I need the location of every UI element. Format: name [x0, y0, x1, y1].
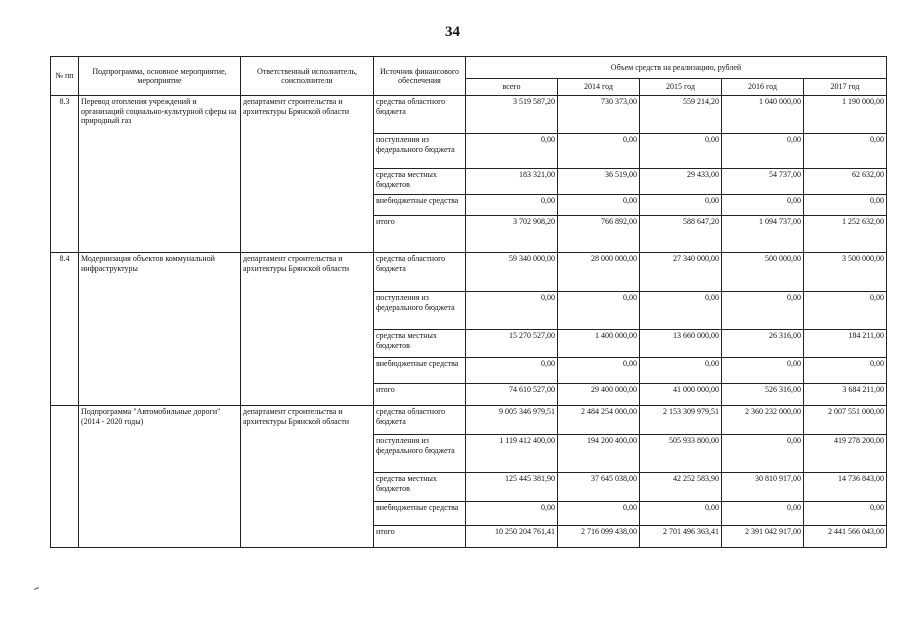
header-year-2014: 2014 год	[558, 79, 640, 96]
amount-2016: 0,00	[722, 292, 804, 330]
amount-2014: 0,00	[558, 502, 640, 526]
header-source: Источник финансового обеспечения	[374, 57, 466, 96]
total-label: итого	[374, 526, 466, 548]
amount-2017: 2 007 551 000,00	[804, 406, 887, 435]
amount-2015: 2 701 496 363,41	[640, 526, 722, 548]
amount-2014: 37 645 038,00	[558, 473, 640, 502]
funding-source: внебюджетные средства	[374, 358, 466, 384]
amount-2015: 42 252 583,90	[640, 473, 722, 502]
header-year-total: всего	[466, 79, 558, 96]
amount-2015: 0,00	[640, 358, 722, 384]
program-name: Модернизация объектов коммунальной инфраструктуры	[79, 253, 241, 406]
amount-total: 0,00	[466, 292, 558, 330]
header-num: № пп	[51, 57, 79, 96]
amount-2016: 0,00	[722, 358, 804, 384]
funding-source: внебюджетные средства	[374, 502, 466, 526]
funding-source: средства областного бюджета	[374, 253, 466, 292]
amount-2017: 14 736 843,00	[804, 473, 887, 502]
funding-source: поступления из федерального бюджета	[374, 435, 466, 473]
amount-2014: 2 716 099 438,00	[558, 526, 640, 548]
table-body	[51, 96, 887, 548]
executor-name: департамент строительства и архитектуры Брянской области	[241, 253, 374, 406]
amount-2014: 1 400 000,00	[558, 330, 640, 358]
amount-2017: 0,00	[804, 358, 887, 384]
amount-2014: 29 400 000,00	[558, 384, 640, 406]
funding-source: средства местных бюджетов	[374, 330, 466, 358]
amount-total: 0,00	[466, 502, 558, 526]
amount-2016: 500 000,00	[722, 253, 804, 292]
amount-2015: 0,00	[640, 292, 722, 330]
header-year-2015: 2015 год	[640, 79, 722, 96]
amount-2014: 36 519,00	[558, 169, 640, 195]
table-row	[51, 253, 887, 292]
item-number: 8.3	[51, 96, 79, 253]
amount-total: 3 702 908,20	[466, 216, 558, 253]
funding-source: внебюджетные средства	[374, 195, 466, 216]
amount-2014: 0,00	[558, 358, 640, 384]
amount-2014: 0,00	[558, 292, 640, 330]
amount-2015: 2 153 309 979,51	[640, 406, 722, 435]
amount-2014: 766 892,00	[558, 216, 640, 253]
amount-2016: 0,00	[722, 435, 804, 473]
amount-2016: 1 094 737,00	[722, 216, 804, 253]
amount-total: 0,00	[466, 195, 558, 216]
amount-2014: 28 000 000,00	[558, 253, 640, 292]
amount-2016: 526 316,00	[722, 384, 804, 406]
amount-total: 125 445 381,90	[466, 473, 558, 502]
budget-table	[50, 56, 887, 548]
funding-source: средства областного бюджета	[374, 96, 466, 134]
amount-2014: 194 200 400,00	[558, 435, 640, 473]
amount-total: 1 119 412 400,00	[466, 435, 558, 473]
amount-2015: 29 433,00	[640, 169, 722, 195]
header-year-2016: 2016 год	[722, 79, 804, 96]
funding-source: средства областного бюджета	[374, 406, 466, 435]
amount-2017: 184 211,00	[804, 330, 887, 358]
amount-2017: 2 441 566 043,00	[804, 526, 887, 548]
header-year-2017: 2017 год	[804, 79, 887, 96]
amount-2015: 0,00	[640, 195, 722, 216]
program-name: Перевод отопления учреждений и организаций социально-культурной сферы на природный газ	[79, 96, 241, 253]
amount-2016: 0,00	[722, 134, 804, 169]
funding-source: средства местных бюджетов	[374, 473, 466, 502]
amount-2017: 0,00	[804, 195, 887, 216]
amount-2015: 0,00	[640, 134, 722, 169]
amount-2016: 0,00	[722, 195, 804, 216]
amount-total: 9 005 346 979,51	[466, 406, 558, 435]
amount-2015: 27 340 000,00	[640, 253, 722, 292]
amount-total: 74 610 527,00	[466, 384, 558, 406]
amount-total: 183 321,00	[466, 169, 558, 195]
amount-total: 59 340 000,00	[466, 253, 558, 292]
amount-2017: 1 190 000,00	[804, 96, 887, 134]
amount-total: 10 250 204 761,41	[466, 526, 558, 548]
amount-2016: 30 810 917,00	[722, 473, 804, 502]
amount-total: 15 270 527,00	[466, 330, 558, 358]
amount-2015: 559 214,20	[640, 96, 722, 134]
header-executor: Ответственный исполнитель, соисполнители	[241, 57, 374, 96]
amount-2017: 1 252 632,00	[804, 216, 887, 253]
amount-2017: 0,00	[804, 292, 887, 330]
program-name: Подпрограмма "Автомобильные дороги" (2014 - 2020 годы)	[79, 406, 241, 548]
amount-2014: 0,00	[558, 195, 640, 216]
amount-2015: 588 647,20	[640, 216, 722, 253]
amount-2016: 0,00	[722, 502, 804, 526]
amount-2017: 3 500 000,00	[804, 253, 887, 292]
amount-2017: 3 684 211,00	[804, 384, 887, 406]
header-program: Подпрограмма, основное мероприятие, мероприятие	[79, 57, 241, 96]
total-label: итого	[374, 216, 466, 253]
page-number: 34	[445, 24, 460, 40]
funding-source: поступления из федерального бюджета	[374, 292, 466, 330]
amount-2014: 730 373,00	[558, 96, 640, 134]
funding-source: поступления из федерального бюджета	[374, 134, 466, 169]
amount-2015: 0,00	[640, 502, 722, 526]
amount-2014: 2 484 254 000,00	[558, 406, 640, 435]
executor-name: департамент строительства и архитектуры Брянской области	[241, 96, 374, 253]
amount-total: 3 519 587,20	[466, 96, 558, 134]
table-row	[51, 406, 887, 435]
stray-mark	[34, 587, 39, 590]
amount-total: 0,00	[466, 358, 558, 384]
amount-2015: 505 933 800,00	[640, 435, 722, 473]
total-label: итого	[374, 384, 466, 406]
amount-2016: 26 316,00	[722, 330, 804, 358]
header-volume: Объем средств на реализацию, рублей	[466, 57, 887, 79]
amount-2017: 419 278 200,00	[804, 435, 887, 473]
amount-2017: 0,00	[804, 502, 887, 526]
amount-2016: 54 737,00	[722, 169, 804, 195]
amount-2015: 41 000 000,00	[640, 384, 722, 406]
amount-2016: 2 360 232 000,00	[722, 406, 804, 435]
amount-2017: 0,00	[804, 134, 887, 169]
amount-2016: 1 040 000,00	[722, 96, 804, 134]
executor-name: департамент строительства и архитектуры Брянской области	[241, 406, 374, 548]
funding-source: средства местных бюджетов	[374, 169, 466, 195]
amount-2017: 62 632,00	[804, 169, 887, 195]
item-number: 8.4	[51, 253, 79, 406]
item-number	[51, 406, 79, 548]
amount-2015: 13 660 000,00	[640, 330, 722, 358]
amount-2016: 2 391 042 917,00	[722, 526, 804, 548]
table-row	[51, 96, 887, 134]
amount-total: 0,00	[466, 134, 558, 169]
amount-2014: 0,00	[558, 134, 640, 169]
